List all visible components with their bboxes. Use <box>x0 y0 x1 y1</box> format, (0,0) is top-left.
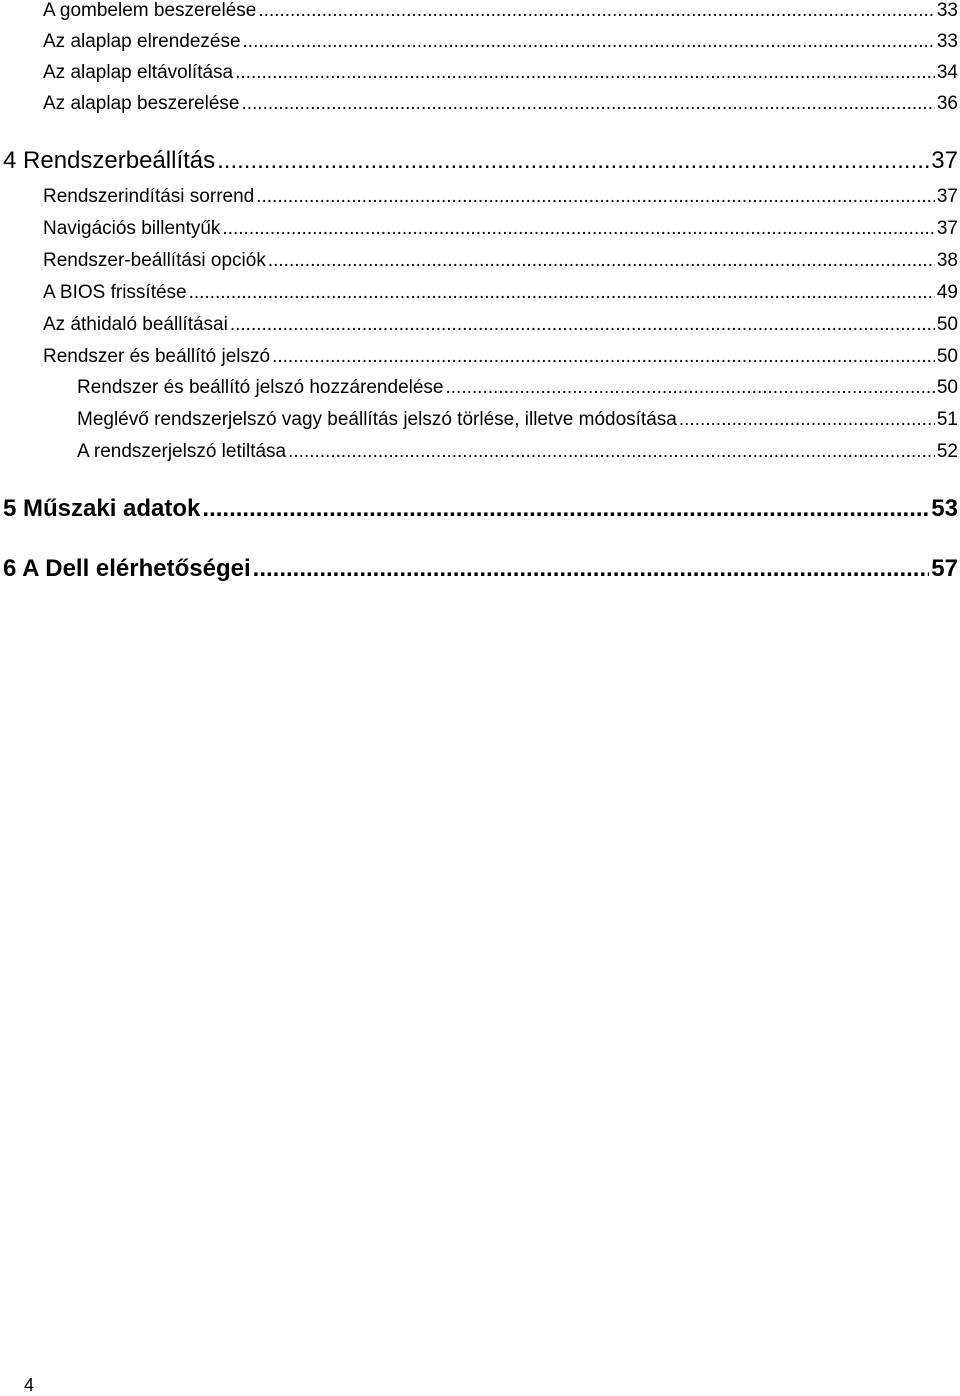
dot-leader <box>272 346 935 368</box>
toc-entry[interactable] <box>43 314 958 338</box>
dot-leader <box>446 377 935 399</box>
toc-entry-page: 34 <box>936 62 958 83</box>
toc-entry-title: Rendszer-beállítási opciók <box>43 250 266 271</box>
toc-entry[interactable] <box>43 218 958 242</box>
toc-entry-page: 49 <box>936 282 958 303</box>
dot-leader <box>230 314 935 336</box>
dot-leader <box>268 250 935 272</box>
toc-subentry-title: A rendszerjelszó letiltása <box>77 441 287 462</box>
page-number: 4 <box>24 1375 35 1395</box>
toc-chapter-page: 53 <box>931 495 958 522</box>
toc-subentry-page: 50 <box>936 377 958 398</box>
toc-entry-title: Az alaplap eltávolítása <box>43 62 234 83</box>
toc-chapter-entry[interactable] <box>3 555 958 585</box>
toc-entry-title: Az áthidaló beállításai <box>43 314 228 335</box>
toc-subentry-page: 52 <box>936 441 958 462</box>
toc-entry-page: 37 <box>936 186 958 207</box>
toc-entry-title: Navigációs billentyűk <box>43 218 221 239</box>
toc-entry-page: 33 <box>936 31 958 52</box>
toc-entry-page: 36 <box>936 93 958 114</box>
toc-entry-title: Az alaplap elrendezése <box>43 31 241 52</box>
toc-entry[interactable] <box>43 186 958 210</box>
toc-subentry-page: 51 <box>936 409 958 430</box>
toc-entry[interactable] <box>43 250 958 274</box>
toc-entry-page: 50 <box>936 346 958 367</box>
toc-chapter-title: 5 Műszaki adatok <box>3 495 201 522</box>
toc-chapter-title: 6 A Dell elérhetőségei <box>3 555 251 582</box>
toc-subentry[interactable] <box>77 409 958 433</box>
toc-entry[interactable] <box>43 346 958 370</box>
toc-chapter-page: 57 <box>931 555 958 582</box>
toc-chapter-page: 37 <box>931 147 958 174</box>
toc-chapter-title: 4 Rendszerbeállítás <box>3 147 216 174</box>
toc-entry[interactable] <box>43 0 958 24</box>
toc-entry[interactable] <box>43 31 958 55</box>
toc-entry-title: Az alaplap beszerelése <box>43 93 240 114</box>
toc-entry-page: 50 <box>936 314 958 335</box>
toc-entry-page: 33 <box>936 0 958 21</box>
dot-leader <box>222 218 934 240</box>
dot-leader <box>202 495 929 523</box>
toc-chapter-entry[interactable] <box>3 147 958 177</box>
toc-entry-title: Rendszer és beállító jelszó <box>43 346 271 367</box>
toc-subentry[interactable] <box>77 441 958 465</box>
dot-leader <box>253 555 930 583</box>
toc-entry[interactable] <box>43 93 958 117</box>
dot-leader <box>235 62 935 84</box>
dot-leader <box>258 0 935 22</box>
dot-leader <box>217 147 929 175</box>
toc-subentry[interactable] <box>77 377 958 401</box>
dot-leader <box>679 409 935 431</box>
toc-entry[interactable] <box>43 62 958 86</box>
toc-entry-page: 38 <box>936 250 958 271</box>
dot-leader <box>243 31 935 53</box>
dot-leader <box>256 186 935 208</box>
toc-entry[interactable] <box>43 282 958 306</box>
toc-subentry-title: Rendszer és beállító jelszó hozzárendelése <box>77 377 444 398</box>
dot-leader <box>241 93 934 115</box>
toc-subentry-title: Meglévő rendszerjelszó vagy beállítás jelszó törlése, illetve módosítása <box>77 409 677 430</box>
toc-entry-title: Rendszerindítási sorrend <box>43 186 255 207</box>
toc-entry-title: A gombelem beszerelése <box>43 0 257 21</box>
toc-chapter-entry[interactable] <box>3 495 958 525</box>
dot-leader <box>288 441 935 463</box>
toc-entry-title: A BIOS frissítése <box>43 282 187 303</box>
toc-entry-page: 37 <box>936 218 958 239</box>
dot-leader <box>189 282 935 304</box>
